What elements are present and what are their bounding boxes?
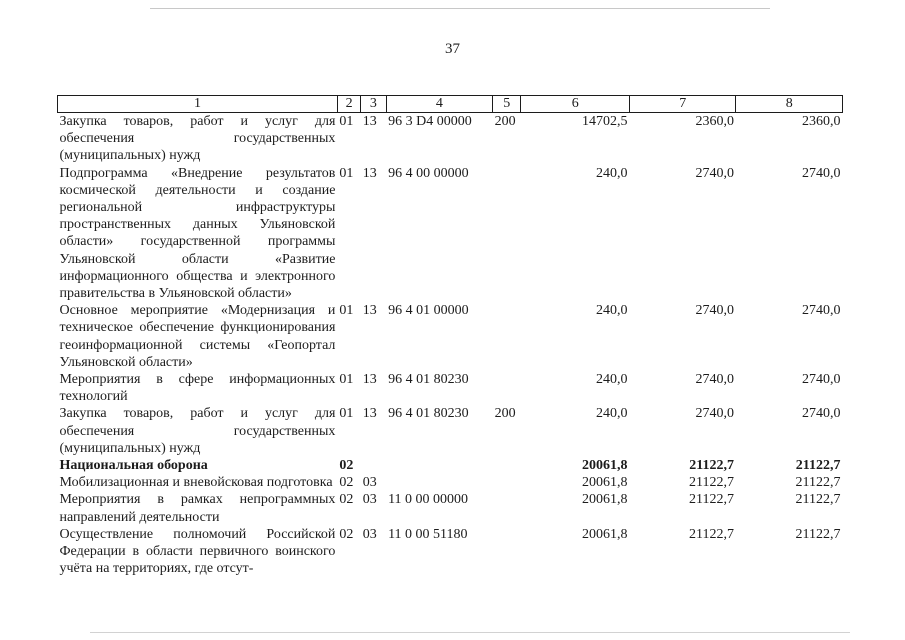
header-col-3: 3 bbox=[361, 96, 386, 113]
row-expense-type bbox=[493, 491, 521, 525]
scan-artifact-top bbox=[150, 8, 770, 9]
row-target-article: 96 3 D4 00000 bbox=[388, 114, 472, 129]
table-header-row bbox=[58, 96, 843, 113]
row-section: 02 bbox=[339, 458, 354, 474]
row-target-article: 96 4 01 00000 bbox=[388, 303, 469, 319]
row-section: 01 bbox=[339, 303, 354, 319]
header-col-6: 6 bbox=[521, 96, 630, 113]
row-name: Основное мероприятие «Модернизация и техническое обеспечение функционирования геоинформационной системы «Геопортал Ульяновской области» bbox=[59, 303, 336, 370]
row-subsection: 13 bbox=[362, 372, 377, 388]
row-target-article: 96 4 01 80230 bbox=[388, 406, 469, 422]
row-value-col-6: 240,0 bbox=[595, 406, 628, 422]
row-target-article: 96 4 01 80230 bbox=[388, 372, 469, 388]
table-row bbox=[58, 113, 843, 165]
row-expense-type bbox=[493, 474, 521, 491]
row-expense-type bbox=[493, 302, 521, 371]
row-value-col-8: 21122,7 bbox=[795, 458, 841, 474]
table-row bbox=[58, 165, 843, 303]
row-expense-type bbox=[493, 526, 521, 578]
scan-artifact-bottom bbox=[90, 632, 850, 633]
row-value-col-8: 21122,7 bbox=[795, 475, 841, 491]
header-col-1: 1 bbox=[58, 96, 338, 113]
row-value-col-8: 21122,7 bbox=[795, 526, 841, 542]
row-target-article: 96 4 00 00000 bbox=[388, 165, 469, 181]
row-name: Подпрограмма «Внедрение результатов космической деятельности и создание региональной инфраструктуры пространственных данных Ульяновской области» государственной программы Ульяновской области «Развитие информационного общества и электронного правительства в Ульяновской области» bbox=[59, 165, 336, 302]
row-value-col-6: 240,0 bbox=[595, 372, 628, 388]
table-row bbox=[58, 302, 843, 371]
row-expense-type bbox=[493, 371, 521, 405]
row-value-col-7: 2740,0 bbox=[695, 406, 734, 422]
row-section: 01 bbox=[339, 114, 354, 129]
row-name: Мобилизационная и вневойсковая подготовка bbox=[59, 475, 333, 491]
table-row bbox=[58, 491, 843, 525]
row-target-article bbox=[386, 457, 492, 474]
row-value-col-8: 2740,0 bbox=[802, 372, 841, 388]
row-section: 02 bbox=[339, 475, 354, 491]
row-subsection: 13 bbox=[362, 165, 377, 181]
table-body bbox=[58, 113, 843, 578]
table-row bbox=[58, 457, 843, 474]
header-col-8: 8 bbox=[736, 96, 843, 113]
row-value-col-7: 21122,7 bbox=[688, 526, 734, 542]
table-row bbox=[58, 526, 843, 578]
row-expense-type bbox=[493, 457, 521, 474]
row-name: Закупка товаров, работ и услуг для обеспечения государственных (муниципальных) нужд bbox=[59, 406, 336, 456]
row-target-article: 11 0 00 51180 bbox=[388, 526, 468, 542]
row-value-col-7: 2740,0 bbox=[695, 372, 734, 388]
header-col-5: 5 bbox=[493, 96, 521, 113]
row-value-col-8: 2740,0 bbox=[802, 303, 841, 319]
table-row bbox=[58, 474, 843, 491]
row-value-col-7: 2360,0 bbox=[695, 114, 734, 129]
row-value-col-6: 14702,5 bbox=[581, 114, 628, 129]
row-value-col-7: 2740,0 bbox=[695, 165, 734, 181]
row-section: 01 bbox=[339, 406, 354, 422]
row-subsection: 13 bbox=[362, 406, 377, 422]
row-subsection: 03 bbox=[362, 492, 377, 508]
row-name: Закупка товаров, работ и услуг для обеспечения государственных (муниципальных) нужд bbox=[59, 114, 336, 164]
row-value-col-6: 20061,8 bbox=[581, 492, 628, 508]
row-name: Национальная оборона bbox=[59, 458, 208, 474]
row-section: 02 bbox=[339, 526, 354, 542]
row-value-col-6: 20061,8 bbox=[581, 526, 628, 542]
row-name: Мероприятия в сфере информационных технологий bbox=[59, 372, 336, 405]
budget-table bbox=[57, 95, 843, 577]
row-value-col-8: 2740,0 bbox=[802, 406, 841, 422]
row-value-col-8: 2360,0 bbox=[802, 114, 841, 129]
row-subsection: 13 bbox=[362, 303, 377, 319]
row-section: 01 bbox=[339, 165, 354, 181]
row-value-col-6: 20061,8 bbox=[581, 475, 628, 491]
row-value-col-7: 21122,7 bbox=[689, 458, 734, 474]
row-subsection: 03 bbox=[362, 526, 377, 542]
header-col-7: 7 bbox=[629, 96, 735, 113]
row-expense-type: 200 bbox=[494, 406, 516, 422]
row-value-col-7: 2740,0 bbox=[695, 303, 734, 319]
row-subsection bbox=[361, 457, 386, 474]
row-target-article: 11 0 00 00000 bbox=[388, 492, 469, 508]
row-value-col-6: 20061,8 bbox=[581, 458, 628, 474]
header-col-2: 2 bbox=[337, 96, 360, 113]
row-value-col-7: 21122,7 bbox=[688, 475, 734, 491]
row-value-col-6: 240,0 bbox=[595, 165, 628, 181]
row-section: 02 bbox=[339, 492, 354, 508]
row-value-col-8: 21122,7 bbox=[795, 492, 841, 508]
row-name: Мероприятия в рамках непрограммных направлений деятельности bbox=[59, 492, 336, 525]
row-name: Осуществление полномочий Российской Федерации в области первичного воинского учёта на территориях, где отсут- bbox=[59, 526, 336, 577]
table-row bbox=[58, 405, 843, 457]
row-section: 01 bbox=[339, 372, 354, 388]
row-subsection: 13 bbox=[362, 114, 377, 129]
row-value-col-6: 240,0 bbox=[595, 303, 628, 319]
row-value-col-7: 21122,7 bbox=[688, 492, 734, 508]
row-target-article bbox=[386, 474, 492, 491]
header-col-4: 4 bbox=[386, 96, 492, 113]
row-value-col-8: 2740,0 bbox=[802, 165, 841, 181]
row-expense-type: 200 bbox=[494, 114, 516, 129]
row-subsection: 03 bbox=[362, 475, 377, 491]
page-number: 37 bbox=[445, 41, 460, 57]
row-expense-type bbox=[493, 165, 521, 303]
table-row bbox=[58, 371, 843, 405]
